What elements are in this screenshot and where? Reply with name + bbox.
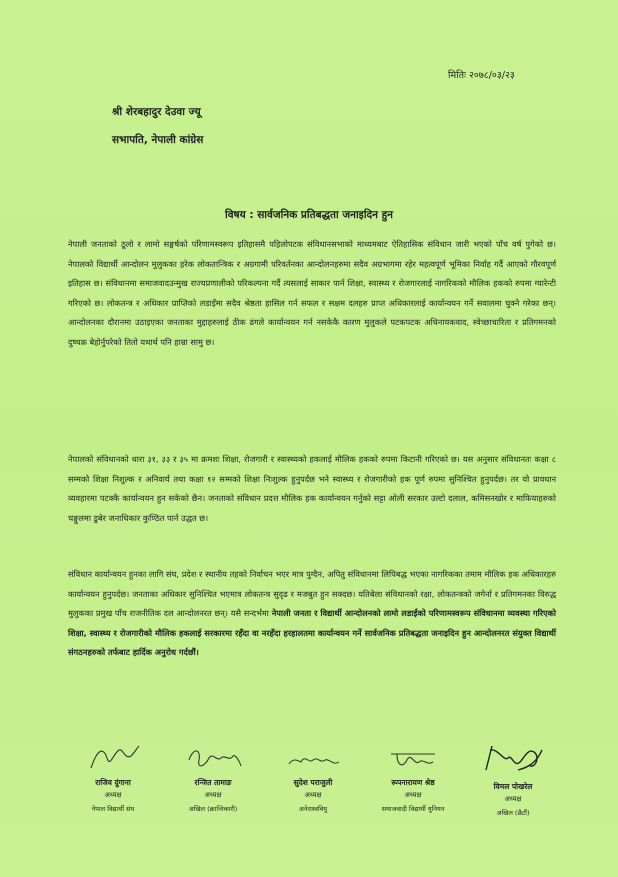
signatory-4 xyxy=(358,740,468,813)
letter-subject: विषय : सार्वजनिक प्रतिबद्धता जनाइदिन हुन xyxy=(224,209,394,221)
signatory-org: समाजवादी विद्यार्थी युनियन xyxy=(381,805,445,813)
signatory-role: अध्यक्ष xyxy=(104,791,122,799)
signatory-name: रूपनारायण श्रेष्ठ xyxy=(391,778,435,787)
recipient-name: श्री शेरबहादुर देउवा ज्यू xyxy=(112,106,201,118)
signature-block xyxy=(68,740,568,830)
paragraph-3 xyxy=(68,565,556,663)
signatory-role: अध्यक्ष xyxy=(304,791,322,799)
signatory-1 xyxy=(58,740,168,813)
signatory-2 xyxy=(158,740,268,813)
letter-date: मितिः २०७८/०३/२३ xyxy=(448,70,515,81)
signatory-name: सुदेश पराजुली xyxy=(293,778,333,787)
handwritten-signature-1 xyxy=(83,740,143,776)
handwritten-signature-4 xyxy=(383,740,443,776)
signatory-name: रन्जित तामाङ xyxy=(194,778,232,787)
signatory-name: राजिव दुंगाना xyxy=(95,778,131,787)
signatory-org: अखिल (क्रान्तिकारी) xyxy=(188,805,238,813)
paragraph-3-bold: नेपाली जनता र विद्यार्थी आन्दोलनको लामो लडाईंको परिणामस्वरूप संविधानमा व्यवस्था गरिएको शिक्षा, स्वास्थ्य र रोजगारीको मौलिक हकलाई सरकारमा रहँदा वा नरहँदा हरहालतमा कार्यान्वयन गर्ने सार्वजनिक प्रतिबद्धता जनाइदिन हुन आन्दोलनरत संयुक्त विद्यार्थी संगठनहरुको तर्फबाट हार्दिक अनुरोध गर्दछौं। xyxy=(68,608,557,657)
signatory-name: विमल पोखरेल xyxy=(493,782,533,791)
signatory-5 xyxy=(458,740,568,817)
signatory-3 xyxy=(258,740,368,813)
paragraph-3-normal: संविधान कार्यान्वयन हुनका लागि संघ, प्रदेश र स्थानीय तहको निर्वाचन भएर मात्र पुग्दैन, अपितु संविधानमा लिपिबद्ध भएका नागरिकका तमाम मौलिक हक अधिकारहरु कार्यान्वयन हुनुपर्दछ। जनताका अधिकार सुनिश्चित भएमात्र लोकतन्त्र सुदृढ र मजबुत हुन सक्दछ। यतिबेला संविधानको रक्षा, लोकतन्त्रको जगेर्ना र प्रतिगमनका विरुद्ध मुलुकका प्रमुख पाँच राजनीतिक दल आन्दोलनरत छन्। यसै सन्दर्भमा xyxy=(68,569,556,618)
signatory-org: नेपाल विद्यार्थी संघ xyxy=(91,805,135,813)
paragraph-2: नेपालको संविधानको धारा ३१, ३३ र ३५ मा क्रमशः शिक्षा, रोजगारी र स्वास्थ्यको हकलाई मौलिक हकको रुपमा किटानी गरिएको छ। यस अनुसार संविधानतः कक्षा ८ सम्मको शिक्षा निशुल्क र अनिवार्य तथा कक्षा १२ सम्मको शिक्षा निःशुल्क हुनुपर्दछ भने स्वास्थ्य र रोजगारीको हक पूर्ण रुपमा सुनिश्चित हुनुपर्दछ। तर यो प्रावधान व्यवहारमा पटक्कै कार्यान्वयन हुन सकेको छैन। जनताको संविधान प्रदत्त मौलिक हक कार्यान्वयन गर्नुको सट्टा ओली सरकार उल्टो दलाल, कमिसनखोर र माफियाहरुको चङ्गुलमा डुबेर जनाधिकार कुण्ठित पार्न उद्धत छ। xyxy=(68,454,556,523)
recipient-block xyxy=(112,98,203,154)
recipient-title: सभापति, नेपाली कांग्रेस xyxy=(112,134,204,146)
signatory-role: अध्यक्ष xyxy=(204,791,222,799)
signatory-role: अध्यक्ष xyxy=(504,795,522,803)
handwritten-signature-3 xyxy=(283,740,343,776)
signatory-role: अध्यक्ष xyxy=(404,791,422,799)
paragraph-1: नेपाली जनताको ठूलो र लामो सङ्घर्षको परिणामस्वरूप इतिहासमै पहिलोपटक संविधानसभाको माध्यमबाट ऐतिहासिक संविधान जारी भएको पाँच वर्ष पुगेको छ। नेपालको विद्यार्थी आन्दोलन मुलुकका हरेक लोकतान्त्रिक र अग्रगामी परिवर्तनका आन्दोलनहरुमा सदैव अग्रभागमा रहेर महत्वपूर्ण भूमिका निर्वाह गर्दै आएको गौरवपूर्ण इतिहास छ। संविधानमा समाजवादउन्मुख राज्यप्रणालीको परिकल्पना गर्दै त्यसलाई साकार पार्न शिक्षा, स्वास्थ्य र रोजगारलाई नागरिकको मौलिक हकको रुपमा ग्यारेन्टी गरिएको छ। लोकतन्त्र र अधिकार प्राप्तिको लडाइँमा सदैव श्रेष्ठता हासिल गर्न सफल र सक्षम दलहरु प्राप्त अधिकारलाई कार्यान्वयन गर्ने सवालमा चुक्ने गरेका छन्। आन्दोलनका दौरानमा उठाइएका जनताका मुद्दाहरुलाई ठीक ढंगले कार्यान्वयन गर्न नसकेकै कारण मुलुकले पटकपटक अधिनायकवाद, स्वेच्छाचारिता र प्रतिगमनको दुष्चक्र बेहोर्नुपरेको तितो यथार्थ पनि हाम्रा सामु छ। xyxy=(68,239,556,347)
handwritten-signature-2 xyxy=(183,740,243,776)
handwritten-signature-5 xyxy=(478,740,548,780)
signatory-org: अखिल (छैटौं) xyxy=(496,809,530,817)
signatory-org: अनेरास्ववियु xyxy=(298,805,328,813)
